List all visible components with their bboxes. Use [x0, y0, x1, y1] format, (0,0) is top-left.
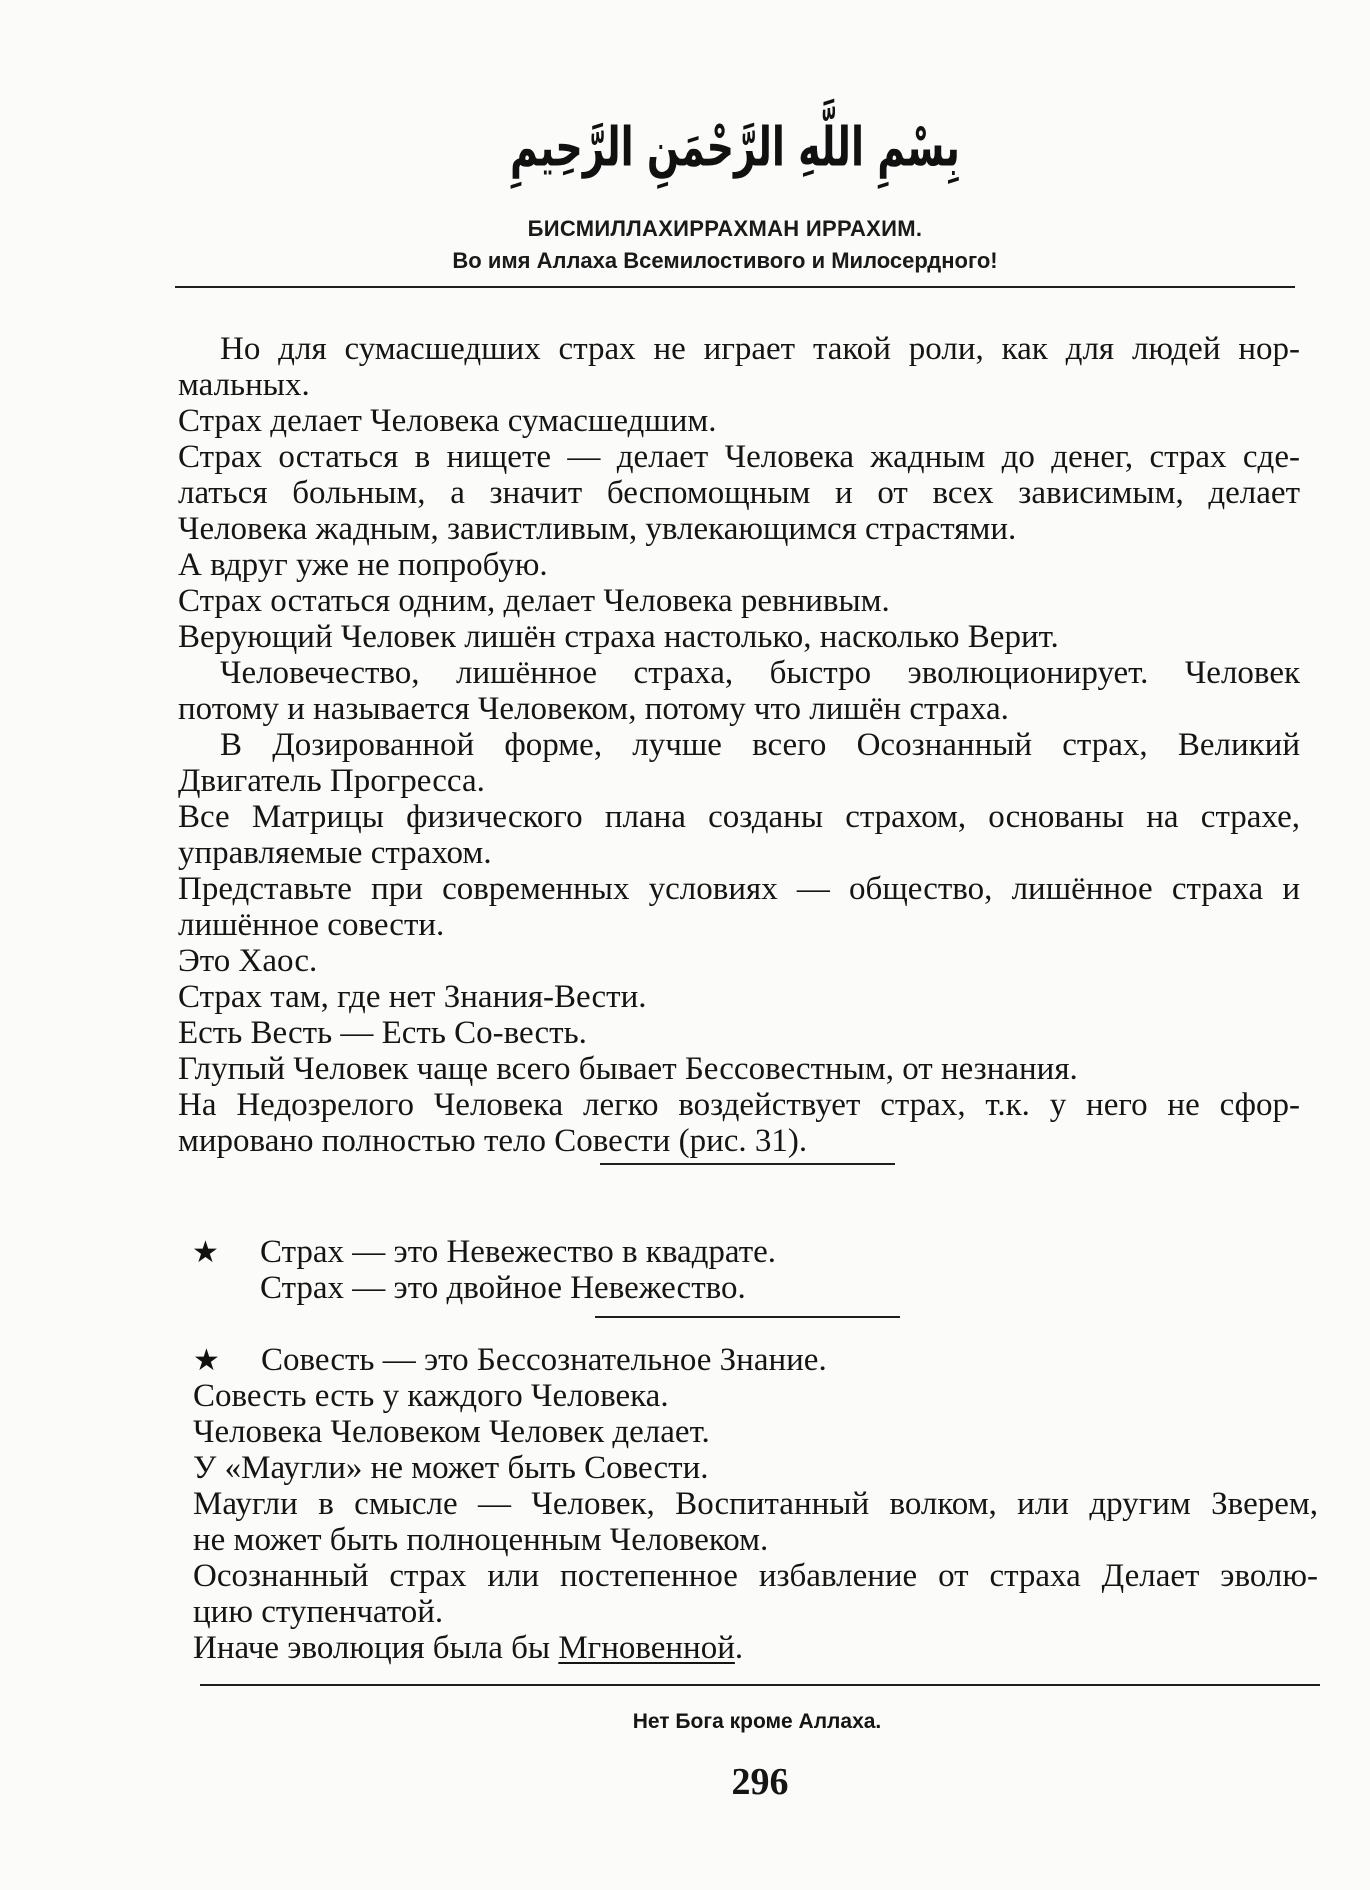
body-line: Страх там, где нет Знания-Вести.: [178, 979, 647, 1015]
section-line: не может быть полноценным Человеком.: [193, 1522, 769, 1558]
section-line: Совесть есть у каждого Человека.: [193, 1378, 669, 1414]
section-line: Человека Человеком Человек делает.: [193, 1414, 710, 1450]
body-line: На Недозрелого Человека легко воздействует страх, т.к. у него не сфор-: [178, 1087, 1300, 1123]
body-line: Человечество, лишённое страха, быстро эволюционирует. Человек: [220, 655, 1300, 691]
section-line: [193, 1342, 1318, 1378]
basmala-calligraphy: بِسْمِ اللَّهِ الرَّحْمَنِ الرَّحِيمِ: [510, 116, 960, 180]
body-line: управляемые страхом.: [178, 835, 492, 871]
section-line: цию ступенчатой.: [193, 1594, 444, 1630]
body-line: В Дозированной форме, лучше всего Осознанный страх, Великий: [220, 727, 1300, 763]
body-line: Представьте при современных условиях — общество, лишённое страха и: [178, 871, 1300, 907]
section-line: [193, 1630, 1318, 1666]
section-separator-rule: [595, 1316, 900, 1318]
body-line: Есть Весть — Есть Со-весть.: [178, 1015, 587, 1051]
body-line: мировано полностью тело Совести (рис. 31).: [178, 1123, 808, 1159]
body-line: латься больным, а значит беспомощным и от всех зависимым, делает: [178, 475, 1300, 511]
body-line: Страх остаться в нищете — делает Человека жадным до денег, страх сде-: [178, 439, 1300, 475]
body-line: потому и называется Человеком, потому что лишён страха.: [178, 691, 1009, 727]
body-line: мальных.: [178, 367, 310, 403]
page-subtitle: Во имя Аллаха Всемилостивого и Милосердного!: [452, 248, 998, 273]
section-line: [192, 1234, 1317, 1270]
section-line: Осознанный страх или постепенное избавление от страха Делает эволю-: [193, 1558, 1318, 1594]
section-line: У «Маугли» не может быть Совести.: [193, 1450, 709, 1486]
section-separator-rule: [600, 1163, 895, 1165]
body-line: Страх остаться одним, делает Человека ревнивым.: [178, 583, 890, 619]
section-line-text: .: [734, 1630, 744, 1666]
page-title: БИСМИЛЛАХИРРАХМАН ИРРАХИМ.: [527, 216, 923, 241]
body-line: Но для сумасшедших страх не играет такой роли, как для людей нор-: [220, 331, 1300, 367]
body-line: А вдруг уже не попробую.: [178, 547, 548, 583]
underlined-word: Мгновенной: [558, 1630, 735, 1666]
star-section: [192, 1234, 1317, 1306]
star-bullet-icon: ★: [192, 1235, 219, 1270]
section-line-text: Иначе эволюция была бы: [193, 1630, 559, 1666]
body-line: Верующий Человек лишён страха настолько, насколько Верит.: [178, 619, 1059, 655]
body-text: [178, 331, 1300, 1159]
footer-rule: [200, 1684, 1320, 1686]
body-line: Страх делает Человека сумасшедшим.: [178, 403, 717, 439]
star-bullet-icon: ★: [193, 1343, 220, 1378]
page-number: 296: [731, 1761, 789, 1803]
body-line: Человека жадным, завистливым, увлекающимся страстями.: [178, 511, 1017, 547]
body-line: Двигатель Прогресса.: [178, 763, 485, 799]
star-section: [193, 1342, 1318, 1666]
body-line: лишённое совести.: [178, 907, 445, 943]
footer-text: Нет Бога кроме Аллаха.: [632, 1710, 882, 1733]
body-line: Это Хаос.: [178, 943, 318, 979]
section-line-text: Совесть — это Бессознательное Знание.: [261, 1342, 827, 1378]
section-line: Страх — это двойное Невежество.: [260, 1270, 746, 1306]
section-line-text: Страх — это Невежество в квадрате.: [260, 1234, 777, 1270]
body-line: Глупый Человек чаще всего бывает Бессовестным, от незнания.: [178, 1051, 1078, 1087]
header-rule: [175, 286, 1295, 288]
body-line: Все Матрицы физического плана созданы страхом, основаны на страхе,: [178, 799, 1300, 835]
section-line: Маугли в смысле — Человек, Воспитанный волком, или другим Зверем,: [193, 1486, 1318, 1522]
